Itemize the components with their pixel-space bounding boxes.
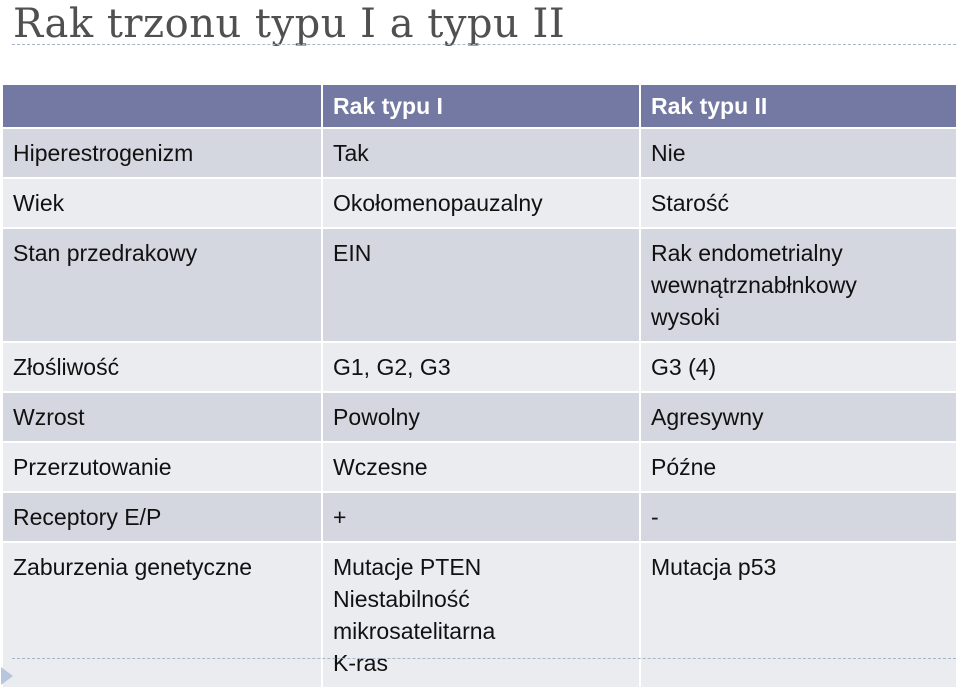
- row-label: Przerzutowanie: [3, 443, 321, 491]
- table-row: [3, 129, 956, 177]
- cell-type2: [639, 129, 956, 177]
- row-label: Zaburzenia genetyczne: [3, 543, 321, 687]
- cell-line: mikrosatelitarna: [333, 618, 496, 644]
- cell-type1: [321, 179, 639, 227]
- cell-line: Agresywny: [651, 404, 764, 430]
- cell-line: Starość: [651, 190, 729, 216]
- table-row: [3, 443, 956, 491]
- cell-line: Mutacja p53: [651, 554, 777, 580]
- comparison-table: [3, 83, 956, 689]
- cell-type2: [639, 443, 956, 491]
- header-cell-type1: Rak typu I: [321, 85, 639, 127]
- footer-divider: [12, 658, 956, 659]
- table-row: [3, 229, 956, 341]
- table-row: [3, 393, 956, 441]
- row-label: Hiperestrogenizm: [3, 129, 321, 177]
- cell-type2: [639, 493, 956, 541]
- cell-line: G1, G2, G3: [333, 354, 451, 380]
- cell-line: EIN: [333, 240, 372, 266]
- table-row: [3, 543, 956, 687]
- cell-type2: [639, 543, 956, 687]
- cell-line: Późne: [651, 454, 717, 480]
- cell-line: Mutacje PTEN: [333, 554, 482, 580]
- row-label: Wiek: [3, 179, 321, 227]
- cell-line: Rak endometrialny: [651, 240, 843, 266]
- cell-line: wysoki: [651, 304, 721, 330]
- table-row: [3, 179, 956, 227]
- table-row: [3, 493, 956, 541]
- cell-type2: [639, 179, 956, 227]
- row-label: Wzrost: [3, 393, 321, 441]
- cell-type1: [321, 393, 639, 441]
- cell-type1: [321, 343, 639, 391]
- cell-type1: [321, 543, 639, 687]
- cell-line: -: [651, 504, 659, 530]
- cell-line: Tak: [333, 140, 369, 166]
- cell-line: G3 (4): [651, 354, 717, 380]
- cell-line: K-ras: [333, 650, 388, 676]
- slide-title: Rak trzonu typu I a typu II: [13, 1, 566, 47]
- header-cell-type2: Rak typu II: [639, 85, 956, 127]
- cell-type1: [321, 129, 639, 177]
- row-label: Receptory E/P: [3, 493, 321, 541]
- slide-marker-icon: [1, 667, 13, 685]
- cell-type1: [321, 493, 639, 541]
- header-cell-empty: [3, 85, 321, 127]
- cell-line: Niestabilność: [333, 586, 470, 612]
- cell-line: Wczesne: [333, 454, 428, 480]
- title-divider: [12, 44, 956, 45]
- cell-line: Powolny: [333, 404, 420, 430]
- cell-line: wewnątrznabłnkowy: [651, 272, 857, 298]
- cell-type1: [321, 229, 639, 341]
- table-row: [3, 343, 956, 391]
- cell-type1: [321, 443, 639, 491]
- cell-type2: [639, 393, 956, 441]
- row-label: Stan przedrakowy: [3, 229, 321, 341]
- row-label: Złośliwość: [3, 343, 321, 391]
- cell-line: Okołomenopauzalny: [333, 190, 543, 216]
- header-row: [3, 85, 956, 127]
- cell-line: Nie: [651, 140, 686, 166]
- cell-line: +: [333, 504, 347, 530]
- cell-type2: [639, 229, 956, 341]
- cell-type2: [639, 343, 956, 391]
